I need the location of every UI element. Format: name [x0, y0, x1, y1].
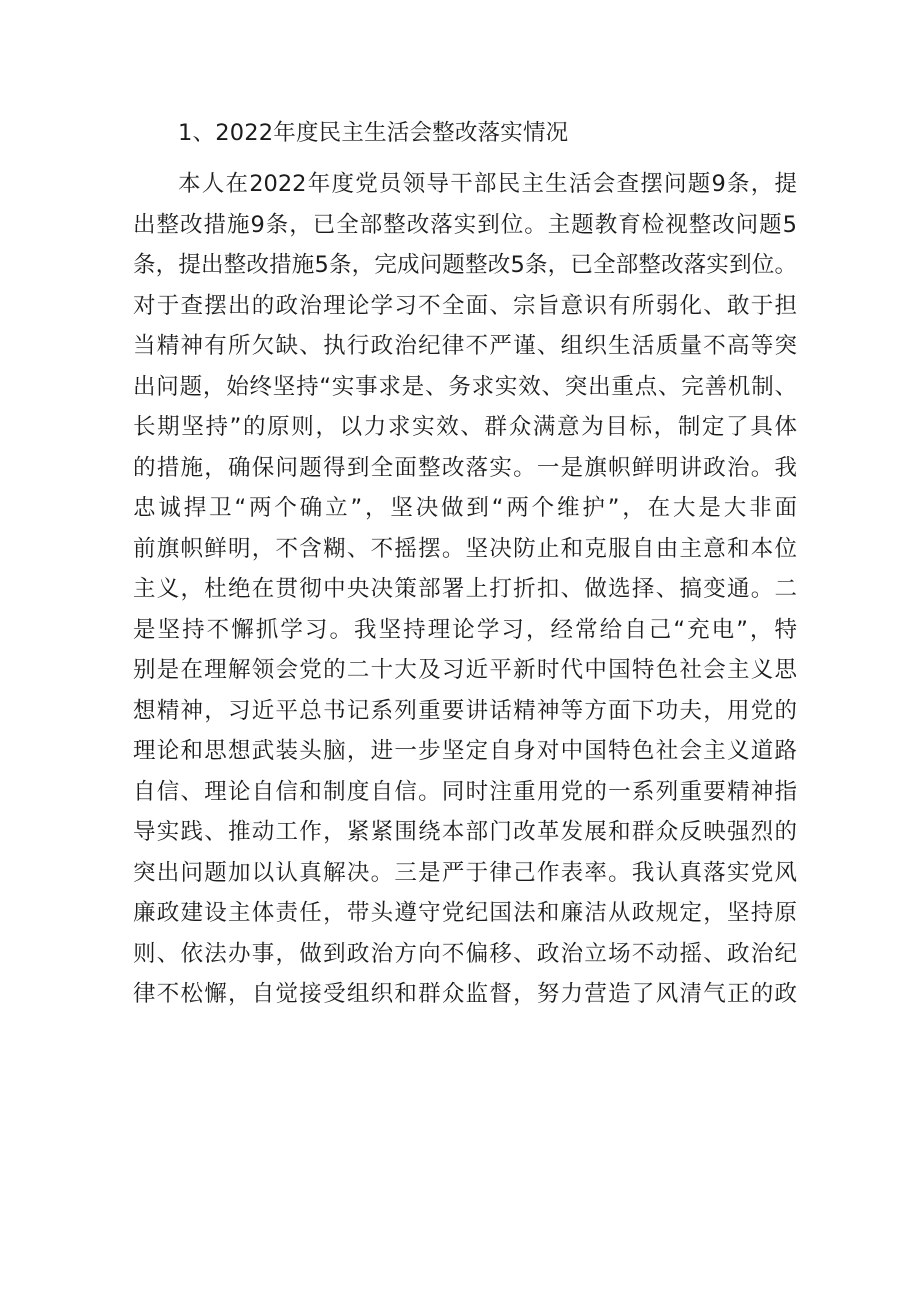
paragraph-line: 长期坚持”的原则，以力求实效、群众满意为目标，制定了具体 [133, 414, 797, 440]
section-heading: 1、2022年度民主生活会整改落实情况 [178, 120, 569, 146]
paragraph-line: 是坚持不懈抓学习。我坚持理论学习，经常给自己“充电”，特 [133, 616, 797, 643]
paragraph-line: 主义，杜绝在贯彻中央决策部署上打折扣、做选择、搞变通。二 [133, 576, 797, 602]
paragraph-line: 律不松懈，自觉接受组织和群众监督，努力营造了风清气正的政 [133, 981, 797, 1007]
paragraph-line: 别是在理解领会党的二十大及习近平新时代中国特色社会主义思 [133, 657, 797, 683]
paragraph-line: 条，提出整改措施5条，完成问题整改5条，已全部整改落实到位。 [133, 252, 797, 278]
paragraph [133, 164, 797, 1015]
paragraph-line: 自信、理论自信和制度自信。同时注重用党的一系列重要精神指 [133, 778, 797, 805]
document-body [133, 113, 797, 1015]
paragraph-line: 当精神有所欠缺、执行政治纪律不严谨、组织生活质量不高等突 [133, 333, 797, 359]
paragraph-line: 想精神，习近平总书记系列重要讲话精神等方面下功夫，用党的 [133, 697, 797, 724]
paragraph-line: 出整改措施9条，已全部整改落实到位。主题教育检视整改问题5 [133, 211, 797, 238]
paragraph-line: 出问题，始终坚持“实事求是、务求实效、突出重点、完善机制、 [133, 373, 797, 400]
paragraph-line: 导实践、推动工作，紧紧围绕本部门改革发展和群众反映强烈的 [133, 819, 797, 845]
paragraph-line: 前旗帜鲜明，不含糊、不摇摆。坚决防止和克服自由主意和本位 [133, 535, 797, 562]
paragraph-line: 对于查摆出的政治理论学习不全面、宗旨意识有所弱化、敢于担 [133, 292, 797, 319]
paragraph-line: 本人在2022年度党员领导干部民主生活会查摆问题9条，提 [178, 171, 797, 197]
paragraph-line: 理论和思想武装头脑，进一步坚定自身对中国特色社会主义道路 [133, 738, 797, 764]
paragraph-line: 的措施，确保问题得到全面整改落实。一是旗帜鲜明讲政治。我 [133, 454, 797, 481]
paragraph-line: 则、依法办事，做到政治方向不偏移、政治立场不动摇、政治纪 [133, 940, 797, 967]
paragraph-line: 忠诚捍卫“两个确立”，坚决做到“两个维护”，在大是大非面 [133, 495, 797, 521]
paragraph-line: 廉政建设主体责任，带头遵守党纪国法和廉洁从政规定，坚持原 [133, 900, 797, 926]
paragraph-line: 突出问题加以认真解决。三是严于律己作表率。我认真落实党风 [133, 859, 797, 886]
